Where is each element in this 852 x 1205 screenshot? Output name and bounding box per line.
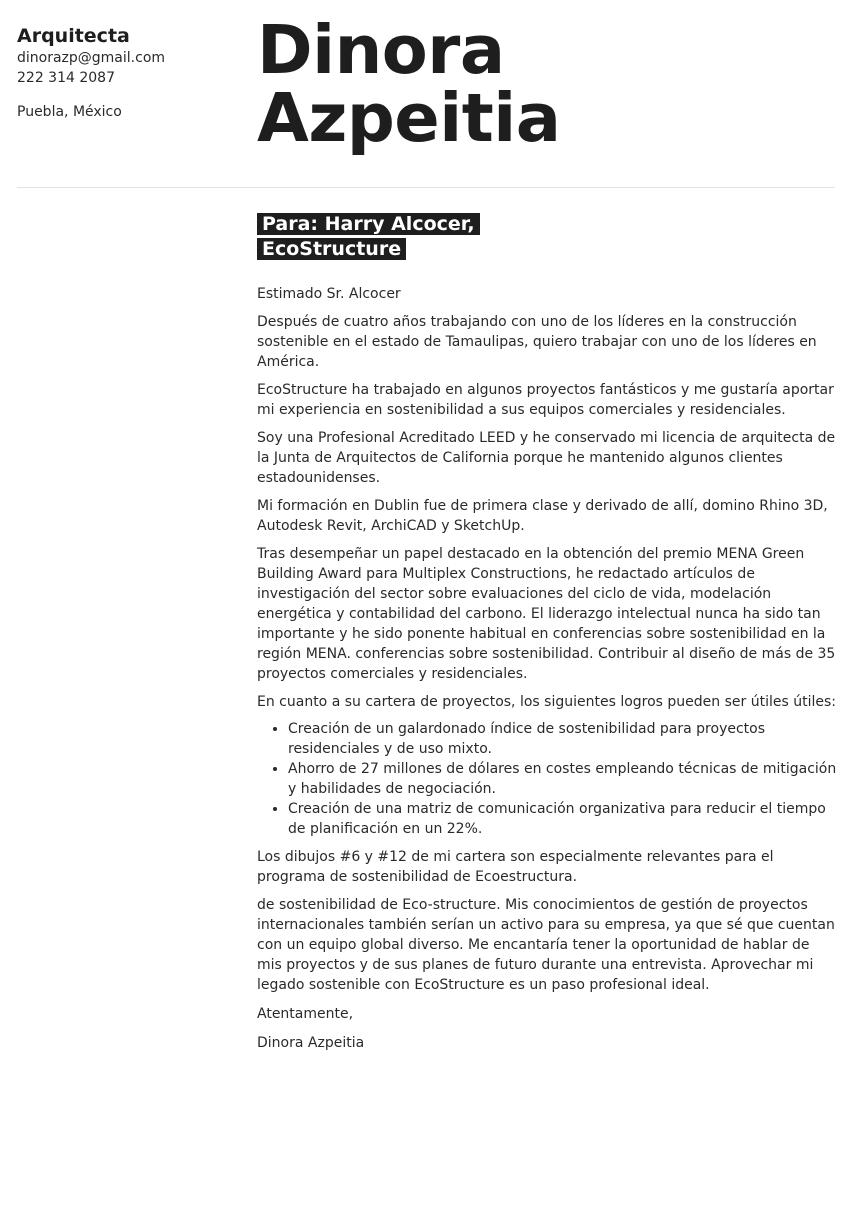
phone-text: 222 314 2087 xyxy=(17,70,115,86)
paragraph: Soy una Profesional Acreditado LEED y he conservado mi licencia de arquitecta de la Junta de Arquitectos de California porque he mantenido algunos clientes estadounidenses. xyxy=(257,430,836,486)
salutation: Estimado Sr. Alcocer xyxy=(257,286,401,302)
recipient-block xyxy=(257,212,480,262)
paragraph: Después de cuatro años trabajando con uno de los líderes en la construcción sostenible en el estado de Tamaulipas, quiero trabajar con uno de los líderes en América. xyxy=(257,314,817,370)
achievements-list xyxy=(257,719,837,839)
paragraph: Los dibujos #6 y #12 de mi cartera son especialmente relevantes para el programa de sostenibilidad de Ecoestructura. xyxy=(257,849,774,885)
paragraph: En cuanto a su cartera de proyectos, los siguientes logros pueden ser útiles útiles: xyxy=(257,694,836,710)
job-title: Arquitecta xyxy=(17,25,130,47)
contact-sidebar xyxy=(17,24,237,122)
name-first: Dinora xyxy=(257,11,505,89)
paragraph: Mi formación en Dublin fue de primera clase y derivado de allí, domino Rhino 3D, Autodesk Revit, ArchiCAD y SketchUp. xyxy=(257,498,828,534)
signature: Dinora Azpeitia xyxy=(257,1035,365,1051)
paragraph: EcoStructure ha trabajado en algunos proyectos fantásticos y me gustaría aportar mi experiencia en sostenibilidad a sus equipos comerciales y residenciales. xyxy=(257,382,834,418)
location-text: Puebla, México xyxy=(17,104,122,120)
recipient-company: EcoStructure xyxy=(257,238,406,260)
list-item: • Creación de un galardonado índice de sostenibilidad para proyectos residenciales y de uso mixto. xyxy=(288,719,837,759)
applicant-name xyxy=(257,11,561,157)
list-item: • Ahorro de 27 millones de dólares en costes empleando técnicas de mitigación y habilidades de negociación. xyxy=(288,759,837,799)
email-text: dinorazp@gmail.com xyxy=(17,50,166,66)
letter-body xyxy=(257,212,837,1053)
header-divider xyxy=(17,187,835,188)
paragraph: Tras desempeñar un papel destacado en la obtención del premio MENA Green Building Award para Multiplex Constructions, he redactado artículos de investigación del sector sobre evaluaciones del ciclo de vida, modelación energética y contabilidad del carbono. El liderazgo intelectual nunca ha sido tan importante y he sido ponente habitual en conferencias sobre sostenibilidad en la región MENA. conferencias sobre sostenibilidad. Contribuir al diseño de más de 35 proyectos comerciales y residenciales. xyxy=(257,546,836,682)
paragraph: de sostenibilidad de Eco-structure. Mis conocimientos de gestión de proyectos internacionales también serían un activo para su empresa, ya que sé que cuentan con un equipo global diverso. Me encantaría tener la oportunidad de hablar de mis proyectos y de sus planes de futuro durante una entrevista. Aprovechar mi legado sostenible con EcoStructure es un paso profesional ideal. xyxy=(257,897,835,993)
name-last: Azpeitia xyxy=(257,79,561,157)
recipient-name: Para: Harry Alcocer, xyxy=(257,213,480,235)
list-item: • Creación de una matriz de comunicación organizativa para reducir el tiempo de planificación en un 22%. xyxy=(288,799,837,839)
closing: Atentamente, xyxy=(257,1006,354,1022)
